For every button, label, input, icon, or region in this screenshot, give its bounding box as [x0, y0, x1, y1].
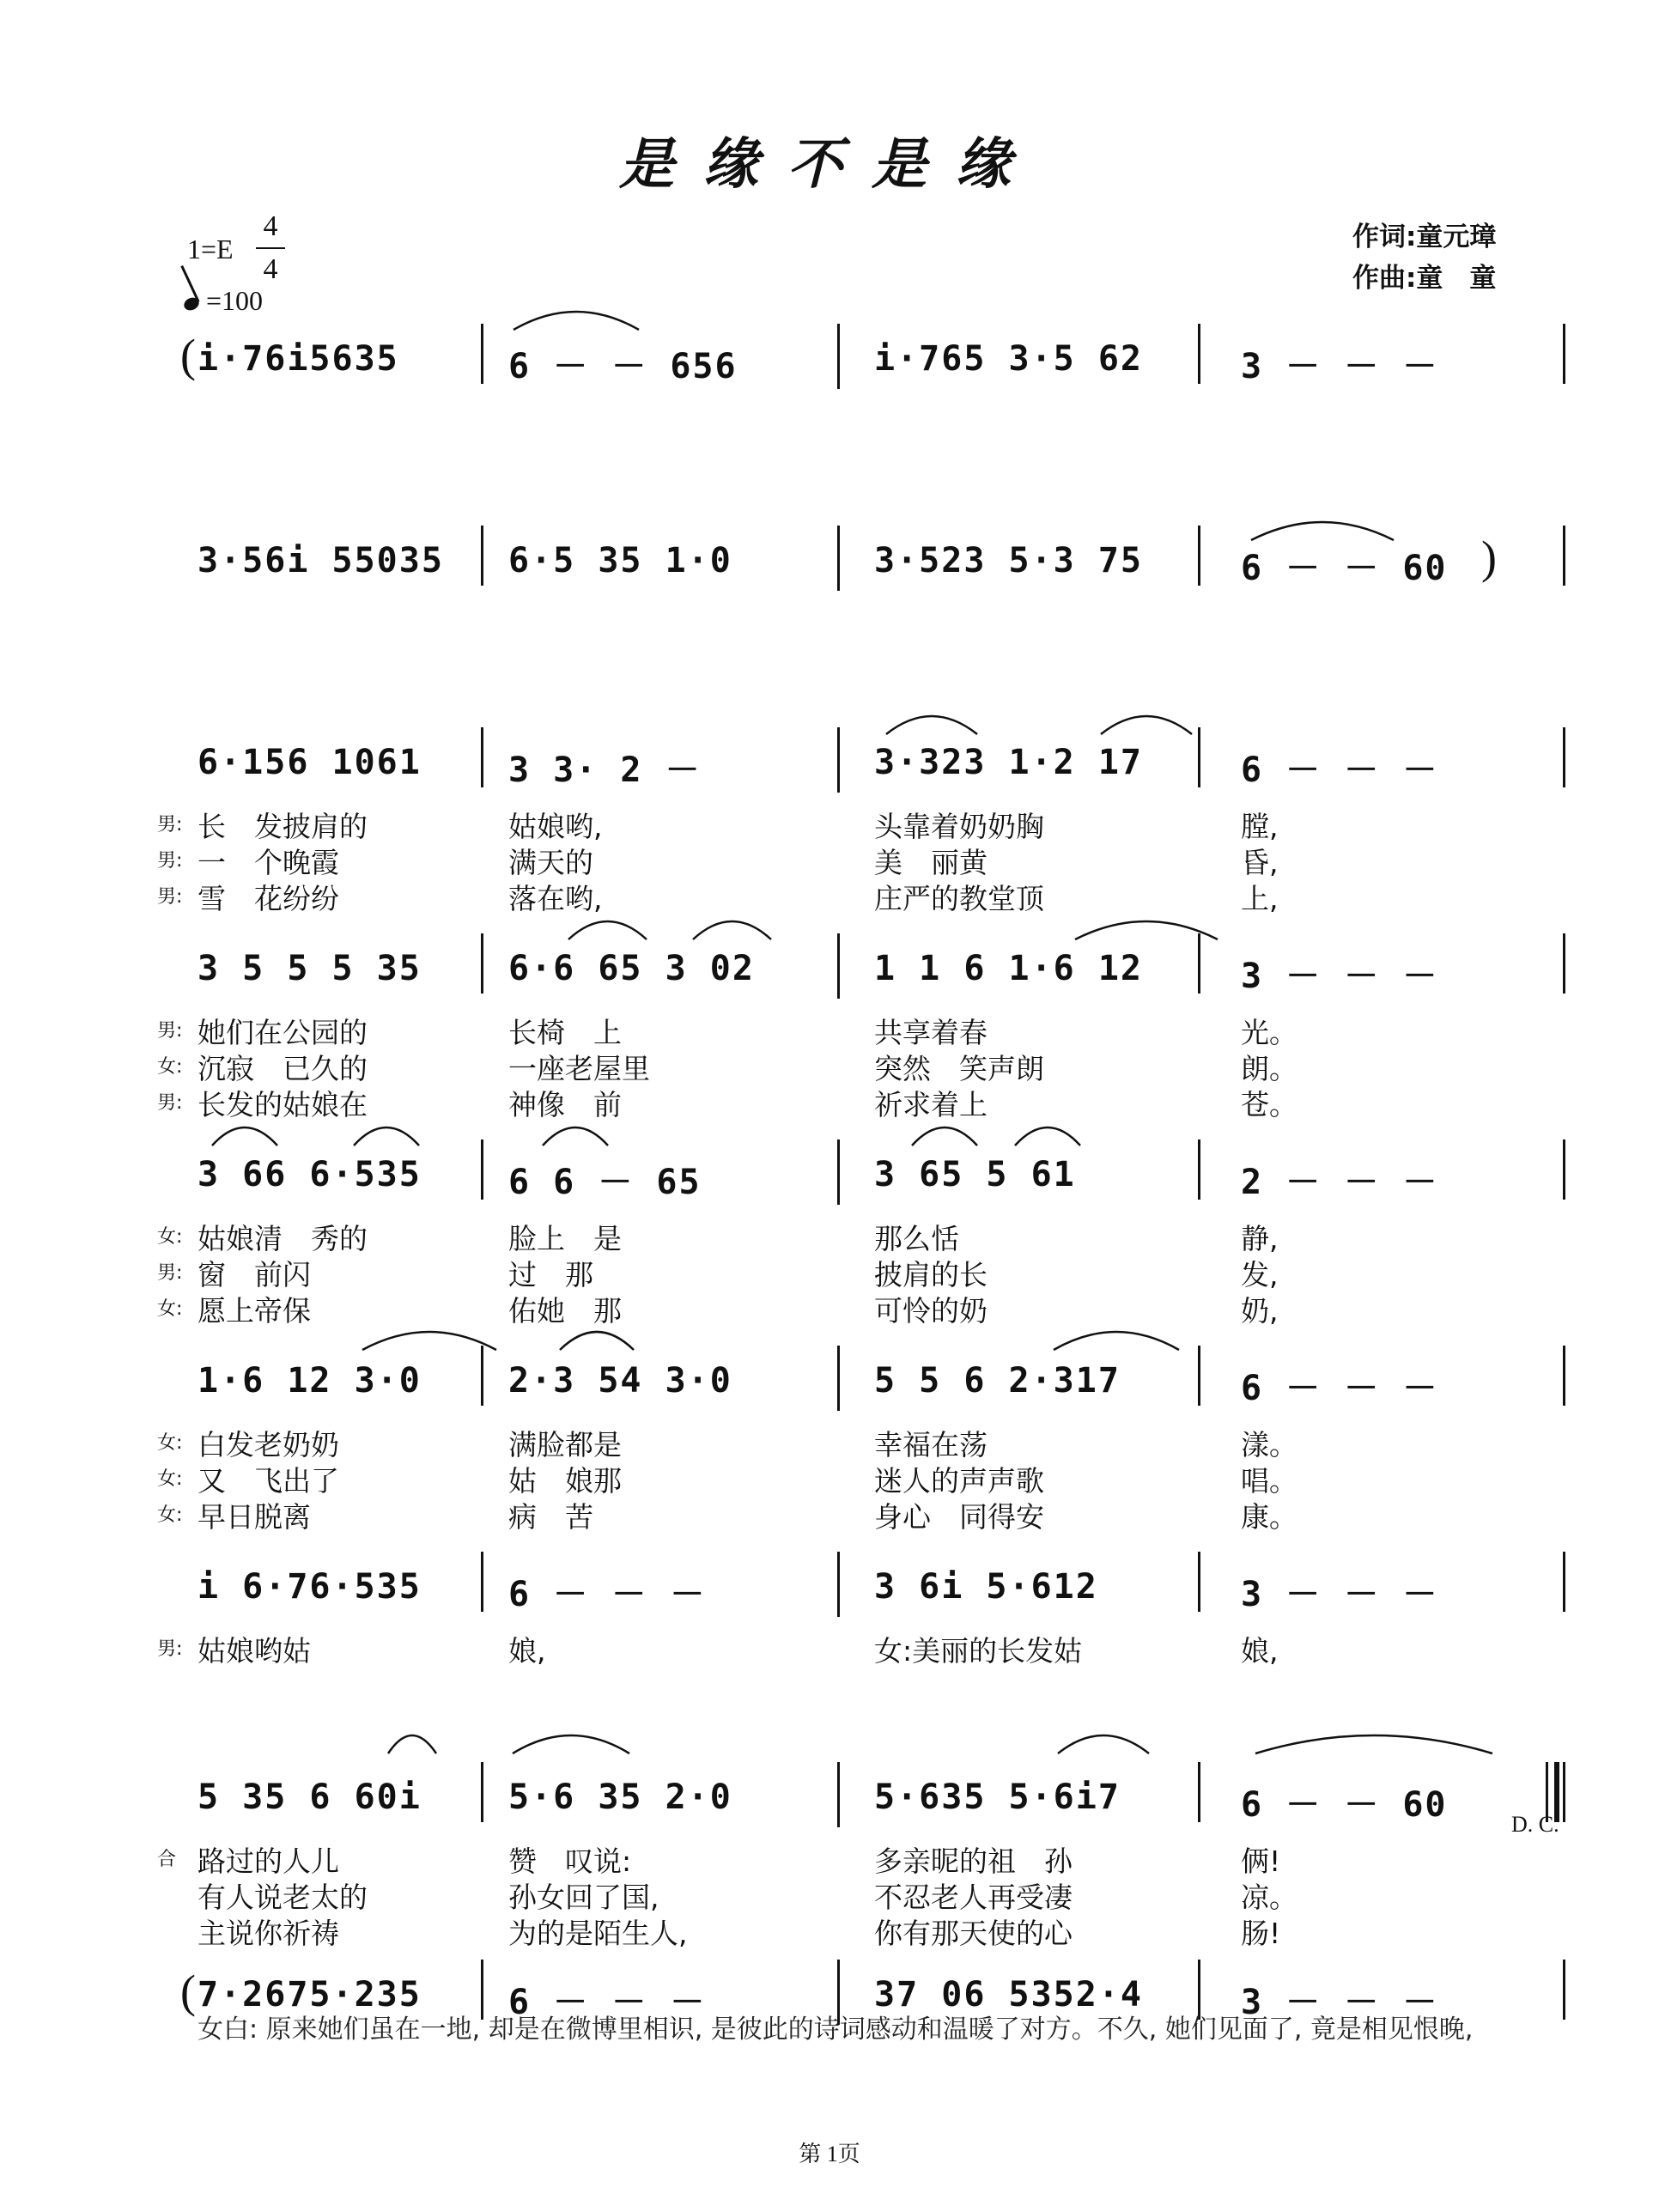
barline [1198, 1346, 1200, 1406]
lyric-text: 有人说老太的 [198, 1881, 368, 1914]
singer-label: 男: [157, 1020, 183, 1042]
lyric-text: 早日脱离 [198, 1500, 311, 1534]
measure: 6 － － 656 [508, 347, 738, 386]
measure: 3·323 1·2 17 [874, 743, 1143, 782]
lyric-text: 唱。 [1241, 1464, 1297, 1498]
barline [837, 933, 840, 999]
barline [1563, 324, 1565, 384]
measure: 5 5 6 2·317 [874, 1361, 1121, 1401]
lyric-text: 姑娘哟姑 [198, 1634, 311, 1668]
lyric-text: 娘, [1241, 1634, 1279, 1668]
measure: 6·156 1061 [198, 743, 422, 782]
lyric-text: 落在哟, [508, 882, 603, 915]
slur-arc [386, 1726, 438, 1757]
lyric-text: 光。 [1241, 1016, 1297, 1049]
barline [481, 1552, 483, 1612]
lyric-text: 静, [1241, 1222, 1279, 1255]
lyric-text: 女:美丽的长发姑 [874, 1634, 1083, 1668]
barline [837, 1346, 840, 1411]
barline [1198, 1139, 1200, 1200]
composer: 作曲:童 童 [1352, 263, 1497, 294]
page-number: 第 1页 [799, 2142, 860, 2166]
barline [837, 526, 840, 591]
lyric-text: 发, [1241, 1258, 1279, 1291]
slur-arc [210, 1118, 279, 1149]
lyric-text: 上, [1241, 882, 1279, 915]
time-signature-bottom: 4 [263, 253, 278, 285]
lyric-text: 长椅 上 [508, 1016, 622, 1049]
lyric-text: 主说你祈祷 [198, 1917, 339, 1950]
lyric-text: 姑娘哟, [508, 810, 603, 843]
barline [1563, 1762, 1565, 1822]
credits [1352, 216, 1496, 299]
slur-arc [1052, 1322, 1181, 1353]
lyric-text: 康。 [1241, 1500, 1297, 1534]
time-signature-top: 4 [263, 210, 278, 242]
barline [837, 1552, 840, 1617]
measure: 37 06 5352·4 [874, 1975, 1143, 2014]
barline [837, 1139, 840, 1205]
lyric-text: 满天的 [508, 846, 593, 879]
measure: 6 6 － 65 [508, 1163, 702, 1202]
barline [481, 1346, 483, 1406]
measure: 3 － － － [1241, 1575, 1439, 1614]
measure: 6·6 65 3 02 [508, 949, 755, 988]
lyric-text: 身心 同得安 [874, 1500, 1044, 1534]
singer-label: 女: [157, 1056, 183, 1078]
barline [1563, 1552, 1565, 1612]
measure: 3 66 6·535 [198, 1155, 422, 1194]
barline [481, 1762, 483, 1822]
slur-arc [1056, 1726, 1151, 1757]
measure: 6·5 35 1·0 [508, 541, 732, 580]
lyric-text: 又 飞出了 [198, 1464, 339, 1498]
tempo-value: =100 [206, 285, 264, 316]
lyric-text: 突然 笑声朗 [874, 1052, 1044, 1085]
lyric-text: 共享着春 [874, 1016, 988, 1049]
measure: i 6·76·535 [198, 1567, 422, 1607]
barline [481, 1139, 483, 1200]
slur-arc [884, 707, 979, 738]
barline [1563, 1346, 1565, 1406]
open-paren: ( [180, 330, 196, 381]
barline [1198, 1552, 1200, 1612]
lyric-text: 漾。 [1241, 1428, 1297, 1462]
measure: 2 － － － [1241, 1163, 1439, 1202]
measure: 3 － － － [1241, 957, 1439, 996]
quarter-note-icon [182, 295, 201, 313]
slur-arc [1073, 912, 1219, 943]
slur-arc [691, 912, 773, 943]
measure: i·76i5635 [198, 339, 399, 379]
lyric-text: 幸福在荡 [874, 1428, 988, 1462]
slur-arc [1013, 1118, 1082, 1149]
lyric-text: 沉寂 已久的 [198, 1052, 368, 1085]
slur-arc [541, 1118, 610, 1149]
lyric-text: 白发老奶奶 [198, 1428, 339, 1462]
lyricist: 作词:童元璋 [1352, 222, 1497, 252]
measure: 5·635 5·6i7 [874, 1778, 1121, 1817]
lyric-text: 满脸都是 [508, 1428, 622, 1462]
tempo-marking [184, 285, 263, 317]
lyric-text: 苍。 [1241, 1088, 1297, 1121]
lyric-text: 凉。 [1241, 1881, 1297, 1914]
da-capo-mark: D. C. [1511, 1812, 1559, 1837]
lyric-text: 那么恬 [874, 1222, 959, 1255]
lyric-text: 赞 叹说: [508, 1844, 632, 1878]
lyric-text: 你有那天使的心 [874, 1917, 1073, 1950]
barline [837, 727, 840, 793]
singer-label: 女: [157, 1468, 183, 1490]
barline [837, 1762, 840, 1827]
singer-label: 男: [157, 1638, 183, 1660]
measure: 3·523 5·3 75 [874, 541, 1143, 580]
slur-arc [1099, 707, 1194, 738]
measure: 7·2675·235 [198, 1975, 422, 2014]
lyric-text: 美 丽黄 [874, 846, 988, 879]
slur-arc [567, 912, 648, 943]
slur-arc [361, 1322, 498, 1353]
measure: 6 － － － [1241, 1369, 1439, 1408]
lyric-text: 路过的人儿 [198, 1844, 339, 1878]
measure: 3·56i 55035 [198, 541, 444, 580]
singer-label: 女: [157, 1432, 183, 1454]
lyric-text: 为的是陌生人, [508, 1917, 688, 1950]
measure: 3 － － － [1241, 347, 1439, 386]
lyric-text: 祈求着上 [874, 1088, 988, 1121]
singer-label: 男: [157, 1262, 183, 1284]
measure: 6 － － － [1241, 750, 1439, 790]
barline [1198, 324, 1200, 384]
lyric-text: 披肩的长 [874, 1258, 988, 1291]
open-paren: ( [180, 1966, 196, 2017]
measure: 5 35 6 60i [198, 1778, 422, 1817]
key-signature: 1=E [187, 234, 234, 264]
measure: 3 3· 2 － [508, 750, 702, 790]
barline [1563, 933, 1565, 994]
measure: 3 65 5 61 [874, 1155, 1076, 1194]
lyric-text: 长发的姑娘在 [198, 1088, 368, 1121]
slur-arc [512, 302, 641, 333]
lyric-text: 窗 前闪 [198, 1258, 311, 1291]
singer-label: 女: [157, 1504, 183, 1526]
barline [481, 526, 483, 586]
measure: 3 5 5 5 35 [198, 949, 422, 988]
singer-label: 男: [157, 1092, 183, 1114]
close-paren: ) [1481, 532, 1497, 583]
measure: 5·6 35 2·0 [508, 1778, 732, 1817]
lyric-text: 头靠着奶奶胸 [874, 810, 1044, 843]
barline [1563, 1139, 1565, 1200]
singer-label: 女: [157, 1298, 183, 1320]
lyric-text: 迷人的声声歌 [874, 1464, 1044, 1498]
lyric-text: 过 那 [508, 1258, 593, 1291]
lyric-text: 多亲昵的祖 孙 [874, 1844, 1073, 1878]
barline [1563, 727, 1565, 787]
singer-label: 男: [157, 886, 183, 908]
slur-arc [558, 1322, 635, 1353]
lyric-text: 肠! [1241, 1917, 1281, 1950]
lyric-text: 不忍老人再受凄 [874, 1881, 1073, 1914]
slur-arc [511, 1726, 631, 1757]
lyric-text: 她们在公园的 [198, 1016, 368, 1049]
lyric-text: 孙女回了国, [508, 1881, 659, 1914]
slur-arc [1249, 513, 1395, 544]
slur-arc [352, 1118, 421, 1149]
barline [481, 324, 483, 384]
lyric-text: 姑娘清 秀的 [198, 1222, 368, 1255]
singer-label: 合 [157, 1849, 177, 1870]
barline [1198, 526, 1200, 586]
lyric-text: 朗。 [1241, 1052, 1297, 1085]
singer-label: 男: [157, 850, 183, 872]
measure: 2·3 54 3·0 [508, 1361, 732, 1401]
slur-arc [1254, 1726, 1494, 1757]
barline [1563, 1960, 1565, 2020]
slur-arc [910, 1118, 979, 1149]
measure: 6 － － － [508, 1983, 707, 2022]
measure: 3 － － － [1241, 1983, 1439, 2022]
barline [481, 727, 483, 787]
barline [1198, 727, 1200, 787]
barline [1198, 1762, 1200, 1822]
measure: 1 1 6 1·6 12 [874, 949, 1143, 988]
lyric-text: 佑她 那 [508, 1294, 622, 1328]
time-signature [256, 210, 285, 287]
narration-text: 女白: 原来她们虽在一地, 却是在微博里相识, 是彼此的诗词感动和温暖了对方。不久, 她们见面了, 竟是相见恨晚, [198, 2014, 1474, 2045]
barline [481, 933, 483, 994]
singer-label: 女: [157, 1226, 183, 1248]
barline [1563, 526, 1565, 586]
lyric-text: 姑 娘那 [508, 1464, 622, 1498]
lyric-text: 愿上帝保 [198, 1294, 311, 1328]
lyric-text: 一座老屋里 [508, 1052, 650, 1085]
lyric-text: 俩! [1241, 1844, 1281, 1878]
barline [837, 324, 840, 389]
measure: i·765 3·5 62 [874, 339, 1143, 379]
measure: 6 － － － [508, 1575, 707, 1614]
lyric-text: 神像 前 [508, 1088, 622, 1121]
lyric-text: 娘, [508, 1634, 546, 1668]
lyric-text: 奶, [1241, 1294, 1279, 1328]
lyric-text: 脸上 是 [508, 1222, 622, 1255]
lyric-text: 一 个晚霞 [198, 846, 339, 879]
lyric-text: 膛, [1241, 810, 1279, 843]
lyric-text: 昏, [1241, 846, 1279, 879]
song-title: 是缘不是缘 [619, 132, 1040, 197]
lyric-text: 庄严的教堂顶 [874, 882, 1044, 915]
lyric-text: 长 发披肩的 [198, 810, 368, 843]
lyric-text: 病 苦 [508, 1500, 593, 1534]
lyric-text: 可怜的奶 [874, 1294, 988, 1328]
singer-label: 男: [157, 814, 183, 836]
measure: 3 6i 5·612 [874, 1567, 1098, 1607]
lyric-text: 雪 花纷纷 [198, 882, 339, 915]
measure: 6 － － 60 [1241, 1785, 1448, 1825]
measure: 1·6 12 3·0 [198, 1361, 422, 1401]
measure: 6 － － 60 [1241, 549, 1448, 588]
